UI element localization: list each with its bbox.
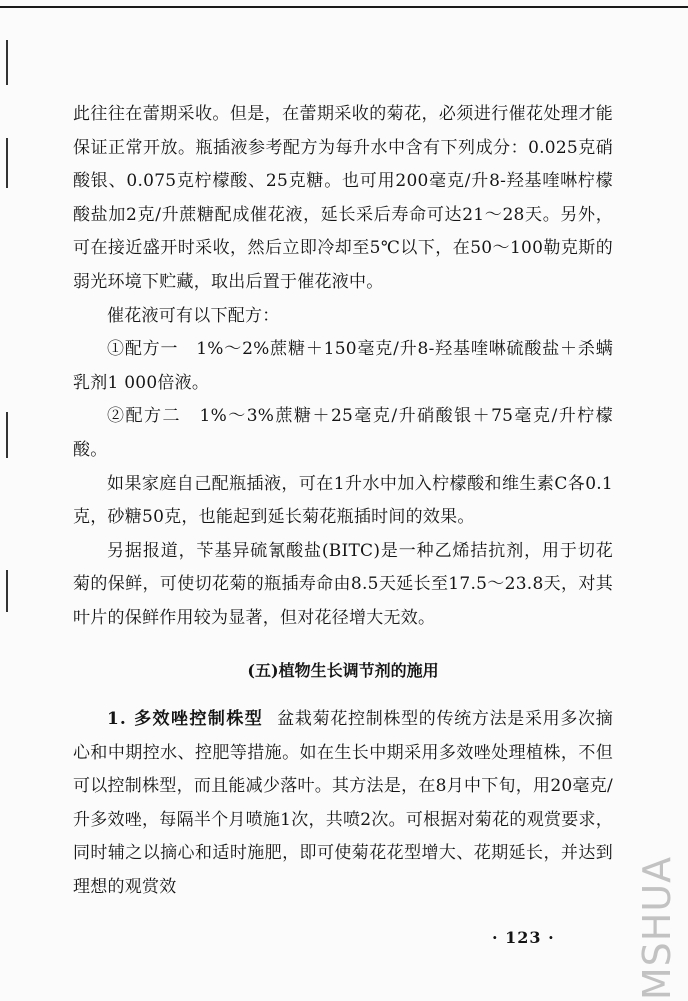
page-number: · 123 · xyxy=(492,928,555,947)
page-body xyxy=(73,98,613,905)
paragraph-continuation: 此往往在蕾期采收。但是，在蕾期采收的菊花，必须进行催花处理才能保证正常开放。瓶插液参考配方为每升水中含有下列成分：0.025克硝酸银、0.075克柠檬酸、25克糖。也可用200毫克/升8-羟基喹啉柠檬酸盐加2克/升蔗糖配成催花液，延长采后寿命可达21～28天。另外，可在接近盛开时采收，然后立即冷却至5℃以下，在50～100勒克斯的弱光环境下贮藏，取出后置于催花液中。 xyxy=(73,104,613,292)
paragraph-home-solution: 如果家庭自己配瓶插液，可在1升水中加入柠檬酸和维生素C各0.1克，砂糖50克，也能起到延长菊花瓶插时间的效果。 xyxy=(73,473,613,528)
paragraph-bitc-report: 另据报道，苄基异硫氰酸盐(BITC)是一种乙烯拮抗剂，用于切花菊的保鲜，可使切花菊的瓶插寿命由8.5天延长至17.5～23.8天，对其叶片的保鲜作用较为显著，但对花径增大无效。 xyxy=(73,540,613,628)
watermark-text: MSHUA xyxy=(635,855,680,1000)
scan-margin-mark xyxy=(6,570,8,612)
section-heading: (五)植物生长调节剂的施用 xyxy=(247,660,439,680)
paragraph-formula-one: ①配方一 1%～2%蔗糖＋150毫克/升8-羟基喹啉硫酸盐＋杀螨乳剂1 000倍液。 xyxy=(73,339,613,393)
subsection-title: 1. 多效唑控制株型 xyxy=(107,709,264,730)
paragraph-paclobutrazol-text: 盆栽菊花控制株型的传统方法是采用多次摘心和中期控水、控肥等措施。如在生长中期采用多效唑处理植株，不但可以控制株型，而且能减少落叶。其方法是，在8月中下旬，用20毫克/升多效唑，每隔半个月喷施1次，共喷2次。可根据对菊花的观赏要求，同时辅之以摘心和适时施肥，即可使菊花花型增大、花期延长，并达到理想的观赏效 xyxy=(73,709,613,898)
watermark xyxy=(632,855,682,1000)
paragraph-formula-intro: 催花液可有以下配方： xyxy=(107,305,280,326)
page-top-border xyxy=(0,6,688,8)
scan-margin-mark xyxy=(6,138,8,188)
paragraph-formula-two: ②配方二 1%～3%蔗糖＋25毫克/升硝酸银＋75毫克/升柠檬酸。 xyxy=(73,406,613,460)
scan-margin-mark xyxy=(6,40,8,85)
scan-margin-mark xyxy=(6,412,8,458)
paragraph-paclobutrazol xyxy=(73,703,613,905)
